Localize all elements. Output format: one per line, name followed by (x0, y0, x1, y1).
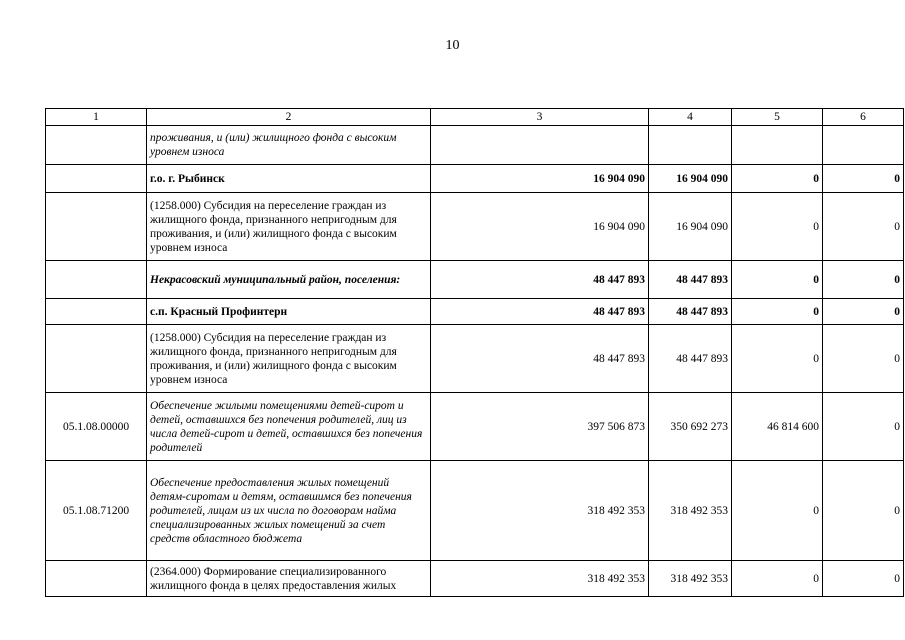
page-number: 10 (445, 38, 460, 53)
row-value-6: 0 (823, 325, 904, 393)
row-value-3: 48 447 893 (431, 261, 649, 299)
column-header-1: 1 (46, 109, 147, 126)
row-value-4: 350 692 273 (649, 393, 732, 461)
row-value-4: 16 904 090 (649, 193, 732, 261)
row-name: проживания, и (или) жилищного фонда с высоким уровнем износа (147, 126, 431, 165)
table-row (46, 325, 904, 393)
row-value-6: 0 (823, 165, 904, 193)
row-value-4: 318 492 353 (649, 561, 732, 597)
row-code (46, 261, 147, 299)
row-value-6 (823, 126, 904, 165)
row-value-5: 0 (732, 193, 823, 261)
row-code (46, 165, 147, 193)
column-number-row (46, 109, 904, 126)
row-value-4: 318 492 353 (649, 461, 732, 561)
row-value-3 (431, 126, 649, 165)
row-name: Обеспечение предоставления жилых помещений детям-сиротам и детям, оставшимся без попечения родителей, лицам из их числа по договорам найма специализированных жилых помещений за счет средств областного бюджета (147, 461, 431, 561)
table-row (46, 299, 904, 325)
table-row (46, 561, 904, 597)
table-row (46, 165, 904, 193)
row-value-5: 0 (732, 165, 823, 193)
row-value-3: 318 492 353 (431, 461, 649, 561)
row-value-5: 0 (732, 261, 823, 299)
row-value-4 (649, 126, 732, 165)
row-name: г.о. г. Рыбинск (147, 165, 431, 193)
row-value-6: 0 (823, 561, 904, 597)
row-value-4: 48 447 893 (649, 325, 732, 393)
row-code: 05.1.08.00000 (46, 393, 147, 461)
row-name: (1258.000) Субсидия на переселение граждан из жилищного фонда, признанного непригодным для проживания, и (или) жилищного фонда с высоким уровнем износа (147, 325, 431, 393)
row-value-4: 16 904 090 (649, 165, 732, 193)
row-code (46, 126, 147, 165)
row-value-6: 0 (823, 299, 904, 325)
row-name: (1258.000) Субсидия на переселение граждан из жилищного фонда, признанного непригодным для проживания, и (или) жилищного фонда с высоким уровнем износа (147, 193, 431, 261)
row-value-3: 397 506 873 (431, 393, 649, 461)
column-header-3: 3 (431, 109, 649, 126)
row-value-5: 0 (732, 561, 823, 597)
row-value-3: 48 447 893 (431, 299, 649, 325)
row-code: 05.1.08.71200 (46, 461, 147, 561)
row-value-3: 16 904 090 (431, 193, 649, 261)
row-code (46, 193, 147, 261)
row-value-6: 0 (823, 261, 904, 299)
table-row (46, 393, 904, 461)
column-header-5: 5 (732, 109, 823, 126)
row-value-3: 16 904 090 (431, 165, 649, 193)
row-code (46, 325, 147, 393)
row-value-5 (732, 126, 823, 165)
row-value-3: 318 492 353 (431, 561, 649, 597)
row-value-6: 0 (823, 393, 904, 461)
row-value-4: 48 447 893 (649, 261, 732, 299)
row-name: Обеспечение жилыми помещениями детей-сирот и детей, оставшихся без попечения родителей, лиц из числа детей-сирот и детей, оставшихся без попечения родителей (147, 393, 431, 461)
row-value-4: 48 447 893 (649, 299, 732, 325)
row-value-5: 0 (732, 461, 823, 561)
budget-table (45, 108, 904, 597)
column-header-2: 2 (147, 109, 431, 126)
row-name: (2364.000) Формирование специализированного жилищного фонда в целях предоставления жилых (147, 561, 431, 597)
row-value-3: 48 447 893 (431, 325, 649, 393)
row-value-5: 46 814 600 (732, 393, 823, 461)
row-name: Некрасовский муниципальный район, поселения: (147, 261, 431, 299)
column-header-4: 4 (649, 109, 732, 126)
row-value-5: 0 (732, 325, 823, 393)
table-row (46, 461, 904, 561)
column-header-6: 6 (823, 109, 904, 126)
row-value-5: 0 (732, 299, 823, 325)
table-row (46, 193, 904, 261)
row-value-6: 0 (823, 461, 904, 561)
table-row (46, 261, 904, 299)
row-code (46, 299, 147, 325)
row-value-6: 0 (823, 193, 904, 261)
table-row (46, 126, 904, 165)
row-code (46, 561, 147, 597)
row-name: с.п. Красный Профинтерн (147, 299, 431, 325)
